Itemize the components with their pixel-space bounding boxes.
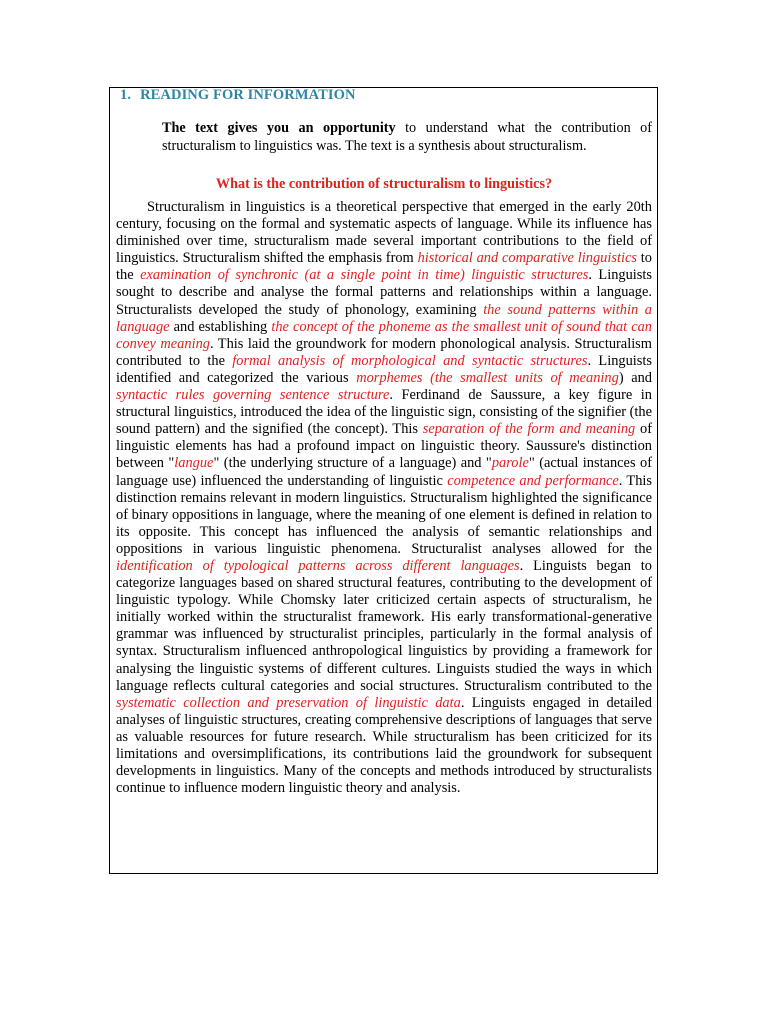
- section-heading: [120, 87, 356, 104]
- highlighted-term: separation of the form and meaning: [422, 421, 636, 438]
- body-text-segment: . Linguists began to categorize languages based on shared structural features, contributing to the development of linguistic typology. While Chomsky later criticized certain aspects of structuralism, he initially worked within the structuralist framework. His early transformational-generative grammar was influenced by structuralist principles, particularly in the formal analysis of syntax. Structuralism influenced anthropological linguistics by providing a framework for analysing the linguistic systems of different cultures. Linguists studied the ways in which language reflects cultural categories and social structures. Structuralism contributed to the: [116, 557, 652, 694]
- section-title: READING FOR INFORMATION: [140, 87, 356, 103]
- body-text-segment: and establishing: [169, 318, 272, 335]
- body-text-segment: Structuralism in linguistics is a theoretical perspective that emerged in the early 20th century, focusing on the formal and systematic aspects of language. While its influence has diminished over time, structuralism made several important contributions to the field of linguistics. Structuralism shifted the emphasis from: [116, 199, 652, 267]
- highlighted-term: systematic collection and preservation of linguistic data: [116, 694, 461, 711]
- body-text-segment: . Ferdinand de Saussure, a key figure in structural linguistics, introduced the idea of the linguistic sign, consisting of the signifier (the sound pattern) and the signified (the concept). This: [116, 387, 652, 438]
- highlighted-term: morphemes (the smallest units of meaning: [356, 369, 619, 386]
- question-heading: What is the contribution of structuralism to linguistics?: [215, 176, 553, 192]
- body-text-segment: to the: [116, 250, 652, 284]
- highlighted-term: competence and performance: [447, 472, 619, 489]
- highlighted-term: examination of synchronic (at a single point in time) linguistic structures: [140, 267, 589, 284]
- body-text-segment: . Linguists identified and categorized the various: [116, 352, 652, 386]
- body-text-segment: . This laid the groundwork for modern phonological analysis. Structuralism contributed to the: [116, 335, 652, 369]
- body-paragraph: [116, 199, 652, 797]
- highlighted-term: the concept of the phoneme as the smallest unit of sound that can convey meaning: [116, 318, 652, 352]
- intro-lead: The text gives you an opportunity: [162, 120, 396, 136]
- highlighted-term: identification of typological patterns across different languages: [116, 557, 520, 574]
- body-text-segment: " (actual instances of language use) influenced the understanding of linguistic: [116, 455, 652, 489]
- body-text-segment: . Linguists engaged in detailed analyses of linguistic structures, creating comprehensive descriptions of languages that serve as valuable resources for future research. While structuralism has been criticized for its limitations and oversimplifications, its contributions laid the groundwork for subsequent developments in linguistics. Many of the concepts and methods introduced by structuralists continue to influence modern linguistic theory and analysis.: [116, 694, 652, 797]
- highlighted-term: langue: [174, 455, 214, 472]
- section-number: 1.: [120, 87, 132, 103]
- body-text-segment: ) and: [618, 369, 652, 386]
- intro-paragraph: [162, 119, 652, 155]
- highlighted-term: historical and comparative linguistics: [417, 250, 637, 267]
- highlighted-term: syntactic rules governing sentence structure: [116, 387, 390, 404]
- highlighted-term: the sound patterns within a language: [116, 301, 652, 335]
- body-text-segment: " (the underlying structure of a language) and ": [213, 455, 492, 472]
- body-text-segment: . This distinction remains relevant in modern linguistics. Structuralism highlighted the significance of binary oppositions in language, where the meaning of one element is defined in relation to its opposite. This concept has influenced the analysis of semantic relationships and oppositions in various linguistic phenomena. Structuralist analyses allowed for the: [116, 472, 652, 557]
- body-text-segment: of linguistic elements has had a profound impact on linguistic theory. Saussure's distinction between ": [116, 421, 652, 472]
- highlighted-term: formal analysis of morphological and syntactic structures: [232, 352, 588, 369]
- intro-text: to understand what the contribution of structuralism to linguistics was. The text is a synthesis about structuralism.: [162, 120, 652, 154]
- body-text-segment: . Linguists sought to describe and analyse the formal patterns and relationships within a language. Structuralists developed the study of phonology, examining: [116, 267, 652, 318]
- highlighted-term: parole: [491, 455, 529, 472]
